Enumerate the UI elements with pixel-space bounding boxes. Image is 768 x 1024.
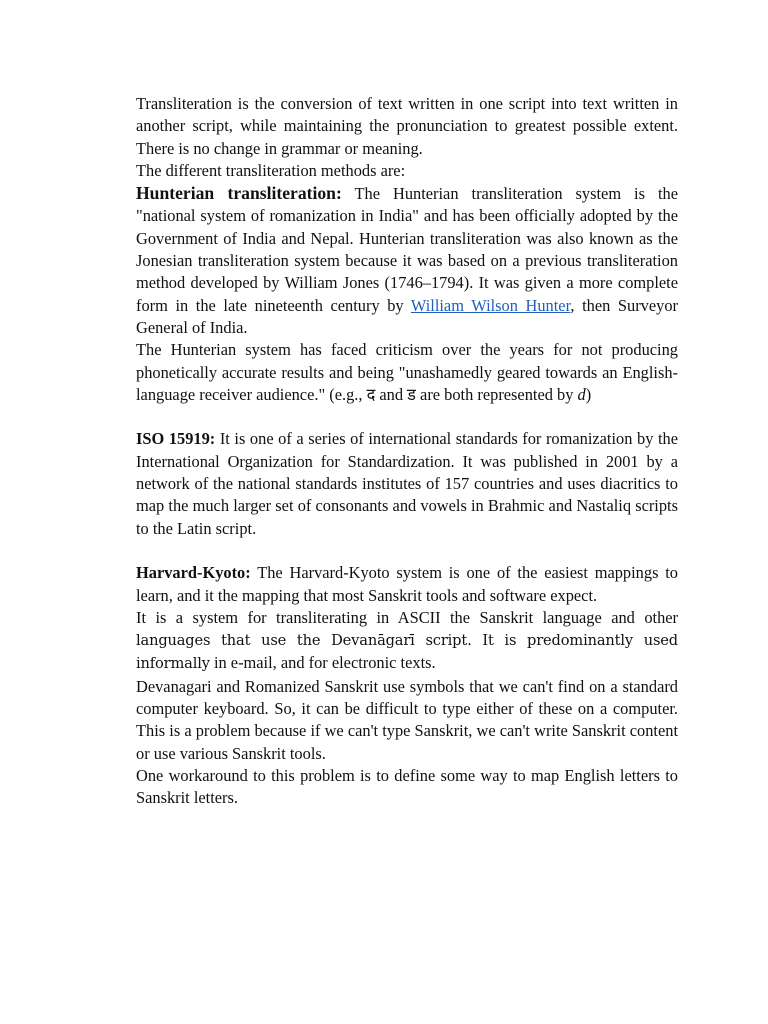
iso-heading: ISO 15919:	[136, 429, 216, 449]
devanagari-dda-char: ड	[407, 384, 416, 404]
devanagari-da-char: द	[366, 384, 376, 404]
intro-paragraph	[136, 93, 678, 160]
hunterian-criticism-paragraph	[136, 339, 678, 406]
spacer	[136, 406, 678, 428]
harvard-heading: Harvard-Kyoto:	[136, 563, 251, 583]
hunterian-text: The Hunterian transliteration system is the "national system of romanization in India" and has been officially adopted by the Government of India and Nepal. Hunterian transliteration was also known as the Jonesian transliteration system because it was based on a previous transliteration method developed by William Jones (1746–1794). It was given a more complete form in the late nineteenth century by	[136, 184, 678, 315]
harvard-ascii-text: It is a system for transliterating in ASCII the Sanskrit language and other	[136, 607, 678, 627]
hunterian-text-after-link: , then Surveyor General of India.	[136, 295, 678, 337]
criticism-represented: are both represented by	[415, 384, 578, 404]
intro-text: Transliteration is the conversion of text written in one script into text written in another script, while maintaining the pronunciation to greatest possible extent. There is no change in grammar or meaning.	[136, 94, 678, 158]
criticism-and: and	[375, 384, 408, 404]
hunterian-heading: Hunterian transliteration:	[136, 183, 342, 204]
harvard-text: The Harvard-Kyoto system is one of the easiest mappings to learn, and it the mapping that most Sanskrit tools and software expect.	[136, 563, 678, 605]
keyboard-paragraph	[136, 676, 678, 765]
criticism-text: The Hunterian system has faced criticism over the years for not producing phonetically accurate results and being "unashamedly geared towards an English-language receiver audience." (e.g.,	[136, 340, 678, 404]
workaround-paragraph	[136, 765, 678, 810]
hunterian-paragraph	[136, 182, 678, 339]
methods-intro-text: The different transliteration methods are:	[136, 160, 406, 180]
keyboard-text: Devanagari and Romanized Sanskrit use symbols that we can't find on a standard computer keyboard. So, it can be difficult to type either of these on a computer. This is a problem because if we can't type Sanskrit, we can't write Sanskrit content or use various Sanskrit tools.	[136, 676, 678, 763]
methods-intro-line	[136, 160, 678, 182]
workaround-text: One workaround to this problem is to define some way to map English letters to Sanskrit letters.	[136, 765, 678, 808]
criticism-close: )	[585, 384, 592, 404]
italic-d: d	[577, 384, 586, 404]
william-wilson-hunter-link[interactable]: William Wilson Hunter	[410, 295, 571, 315]
harvard-ascii-paragraph	[136, 607, 678, 676]
harvard-ascii-end: in e-mail, and for electronic texts.	[209, 653, 436, 673]
iso-paragraph	[136, 428, 678, 539]
harvard-devanagari-text: languages that use the Devanāgarī script. It is predominantly used informally	[136, 632, 678, 673]
iso-text: It is one of a series of international standards for romanization by the International Organization for Standardization. It was published in 2001 by a network of the national standards institutes of 157 countries and uses diacritics to map the much larger set of consonants and vowels in Brahmic and Nastaliq scripts to the Latin script.	[136, 429, 678, 538]
spacer	[136, 540, 678, 562]
document-page	[136, 93, 678, 810]
harvard-paragraph	[136, 562, 678, 607]
